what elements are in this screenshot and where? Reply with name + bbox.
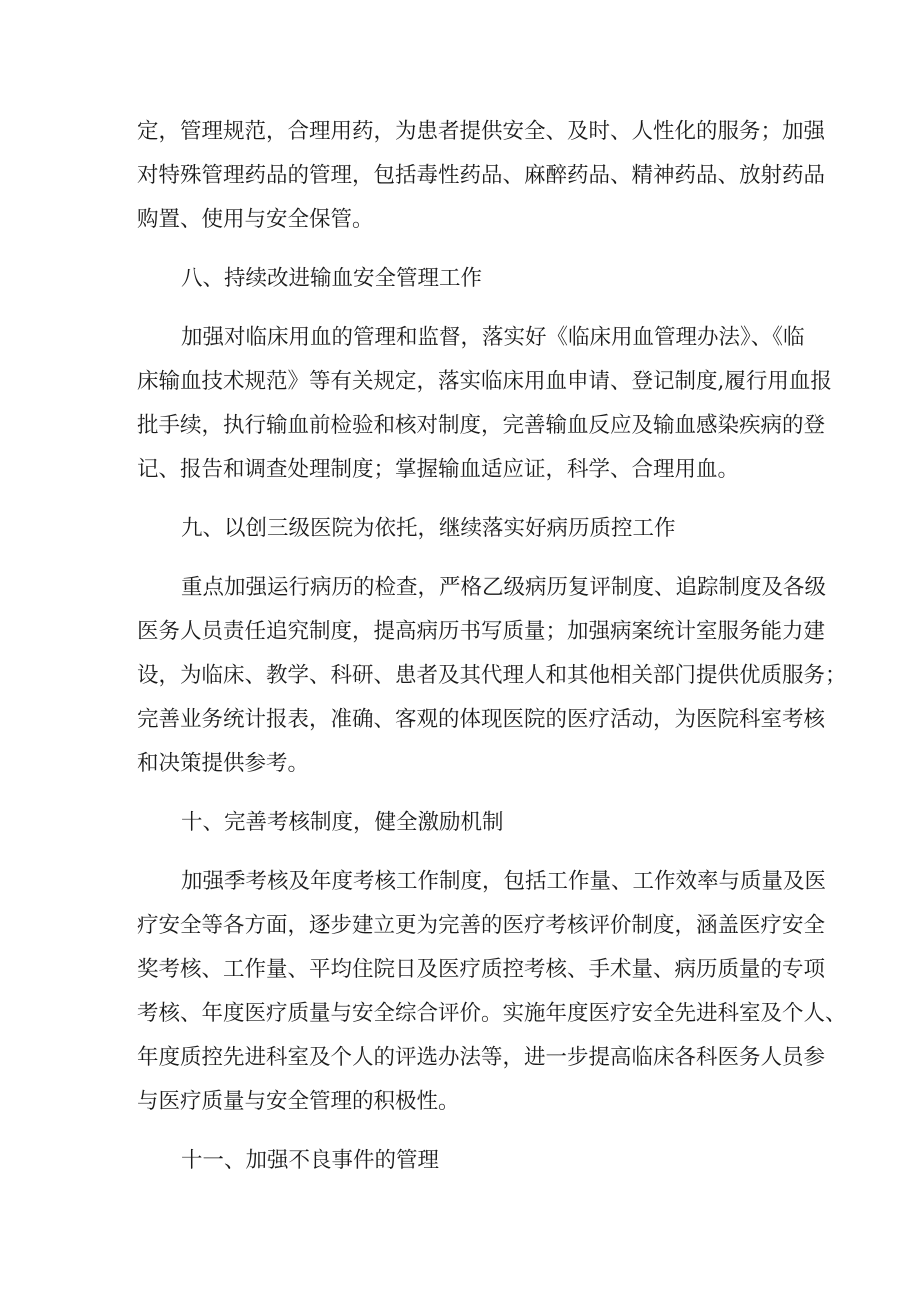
document-page [137,110,847,1183]
section-heading-11: 十一、加强不良事件的管理 [181,1148,440,1173]
text-line: 加强对临床用血的管理和监督，落实好《临床用血管理办法》、《临 [181,325,805,350]
text-line: 医务人员责任追究制度，提高病历书写质量；加强病案统计室服务能力建 [137,619,826,644]
text-line: 设，为临床、教学、科研、患者及其代理人和其他相关部门提供优质服务； [137,663,847,688]
paragraph-medical-records [137,566,847,786]
text-line: 重点加强运行病历的检查，严格乙级病历复评制度、追踪制度及各级 [181,575,827,600]
paragraph-pharmacy [137,110,826,242]
paragraph-blood-transfusion [137,316,832,492]
text-line: 记、报告和调查处理制度；掌握输血适应证，科学、合理用血。 [137,457,740,482]
section-heading-9: 九、以创三级医院为依托，继续落实好病历质控工作 [181,516,676,541]
text-line: 定，管理规范，合理用药，为患者提供安全、及时、人性化的服务；加强 [137,119,826,144]
text-line: 完善业务统计报表，准确、客观的体现医院的医疗活动，为医院科室考核 [137,707,826,732]
text-line: 加强季考核及年度考核工作制度，包括工作量、工作效率与质量及医 [181,869,827,894]
text-line: 购置、使用与安全保管。 [137,207,374,232]
text-line: 和决策提供参考。 [137,751,310,776]
text-line: 与医疗质量与安全管理的积极性。 [137,1089,460,1114]
section-heading-10: 十、完善考核制度，健全激励机制 [181,810,504,835]
text-line: 奖考核、工作量、平均住院日及医疗质控考核、手术量、病历质量的专项 [137,957,826,982]
text-line: 床输血技术规范》等有关规定，落实临床用血申请、登记制度,履行用血报 [137,369,832,394]
text-line: 年度质控先进科室及个人的评选办法等，进一步提高临床各科医务人员参 [137,1045,826,1070]
text-line: 对特殊管理药品的管理，包括毒性药品、麻醉药品、精神药品、放射药品 [137,163,826,188]
text-line: 批手续，执行输血前检验和核对制度，完善输血反应及输血感染疾病的登 [137,413,826,438]
paragraph-assessment [137,860,847,1124]
text-line: 疗安全等各方面，逐步建立更为完善的医疗考核评价制度，涵盖医疗安全 [137,913,826,938]
section-heading-8: 八、持续改进输血安全管理工作 [181,266,483,291]
text-line: 考核、年度医疗质量与安全综合评价。实施年度医疗安全先进科室及个人、 [137,1001,847,1026]
